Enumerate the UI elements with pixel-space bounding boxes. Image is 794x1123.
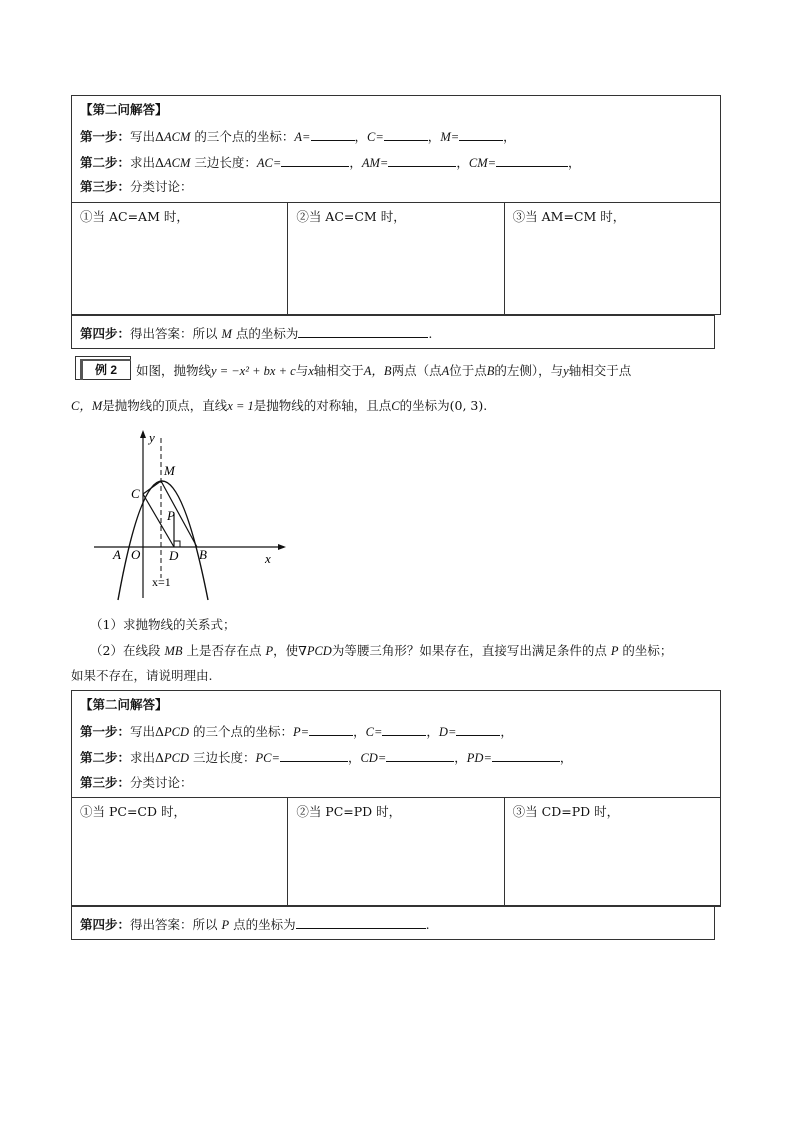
example-tag: 例 2	[75, 356, 131, 380]
parabola-figure	[90, 428, 300, 603]
label-b: B	[199, 547, 207, 562]
box2-case-2: ②当 PC=PD 时，	[288, 798, 504, 906]
right-angle-mark	[174, 541, 180, 547]
box1-step4: 第四步：得出答案：所以 M 点的坐标为 .	[71, 315, 715, 349]
box2-case-1: ①当 PC=CD 时，	[72, 798, 288, 906]
box1-title: 【第二问解答】	[80, 102, 168, 117]
box1-step1: 第一步：写出ΔACM 的三个点的坐标：A= ，C= ，M= ，	[80, 129, 516, 144]
box1-step3: 第三步：分类讨论：	[80, 179, 193, 194]
label-m: M	[164, 463, 175, 478]
segment-cm	[143, 481, 161, 494]
box1-cases	[71, 202, 721, 315]
example-line-1: 如图，抛物线y = −x² + bx + c与x轴相交于A，B两点（点A位于点B的左侧），与y轴相交于点	[136, 363, 632, 378]
box1-step2: 第二步：求出ΔACM 三边长度：AC= ，AM= ，CM= ，	[80, 155, 581, 170]
label-a: A	[113, 547, 121, 562]
box2-title: 【第二问解答】	[80, 697, 168, 712]
box1-case-2: ②当 AC=CM 时，	[288, 203, 504, 314]
box2-step3: 第三步：分类讨论：	[80, 775, 193, 790]
box2-step4: 第四步：得出答案：所以 P 点的坐标为 .	[71, 906, 715, 940]
x-axis-arrow	[278, 544, 286, 550]
box1-case-3: ③当 AM=CM 时，	[512, 209, 626, 224]
question-2-line-2: 如果不存在，请说明理由.	[71, 668, 213, 683]
label-p: P	[167, 508, 175, 523]
label-d: D	[169, 548, 179, 563]
box1-case-1: ①当 AC=AM 时，	[72, 203, 288, 314]
answer-box-2	[71, 690, 721, 906]
question-1: （1）求抛物线的关系式；	[90, 617, 236, 632]
example-line-2: C，M是抛物线的顶点，直线x = 1是抛物线的对称轴，且点C的坐标为(0, 3).	[71, 398, 488, 413]
box2-step2: 第二步：求出ΔPCD 三边长度：PC= ，CD= ，PD= ，	[80, 750, 573, 765]
question-2-line-1: （2）在线段 MB 上是否存在点 P，使∇PCD为等腰三角形？如果存在，直接写出满足条件的点 P 的坐标；	[90, 643, 673, 658]
label-x: x	[265, 551, 271, 566]
label-axis-eq: x=1	[152, 575, 171, 589]
label-o: O	[131, 547, 141, 562]
box2-cases	[71, 797, 721, 907]
box2-step1: 第一步：写出ΔPCD 的三个点的坐标：P= ，C= ，D= ，	[80, 724, 513, 739]
box2-case-3: ③当 CD=PD 时，	[512, 804, 620, 819]
y-axis-arrow	[140, 430, 146, 438]
label-c: C	[131, 486, 140, 501]
answer-box-1	[71, 95, 721, 315]
label-y: y	[149, 430, 155, 445]
